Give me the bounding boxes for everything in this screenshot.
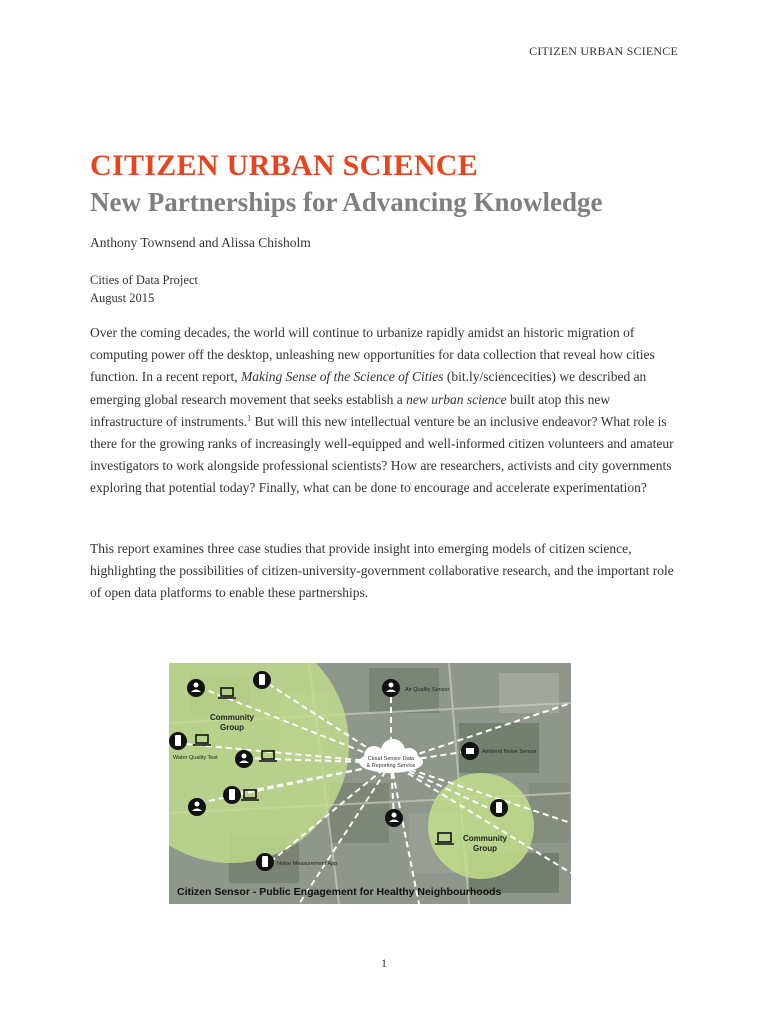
ambient-noise-label: Ambient Noise Sensor — [482, 749, 537, 755]
figure-caption: Citizen Sensor - Public Engagement for Healthy Neighbourhoods — [177, 886, 502, 898]
community-area-right — [428, 773, 534, 879]
paragraph-text: But will this new intellectual venture be an inclusive endeavor? What role is there for the growing ranks of increasingly well-equipped and well-informed citizen volunteers and amateur investigators to work alongside professional scientists? How are researchers, activists and city governments exploring that potential today? Finally, what can be done to encourage and accelerate experimentation? — [90, 413, 674, 496]
authors: Anthony Townsend and Alissa Chisholm — [90, 235, 311, 250]
report-title: Making Sense of the Science of Cities — [241, 369, 444, 385]
phone-icon — [490, 799, 508, 817]
figure-illustration — [169, 663, 571, 904]
water-quality-label: Water Quality Test — [173, 755, 218, 761]
intro-paragraph — [90, 322, 685, 500]
cloud-label-line1: Cloud Sensor Data — [367, 756, 415, 762]
document-subtitle: New Partnerships for Advancing Knowledge — [90, 187, 603, 217]
second-paragraph: This report examines three case studies that provide insight into emerging models of citizen science, highlighting the possibilities of citizen-university-government collaborative research, and the important role of open data platforms to enable these partnerships. — [90, 541, 674, 601]
community-group-left-line1: Community — [210, 713, 254, 722]
phone-icon — [169, 732, 187, 750]
person-icon — [382, 679, 400, 697]
paragraph-text: (bit.ly/sciencecities) we described an emerging global research movement that seeks establish a — [90, 369, 647, 407]
noise-sensor-icon — [461, 742, 479, 760]
air-quality-label: Air Quality Sensor — [405, 687, 450, 693]
cloud-label-line2: & Reporting Service — [366, 763, 416, 769]
paragraph-text: Over the coming decades, the world will continue to urbanize rapidly amidst an historic migration of computing power off the desktop, unleashing new opportunities for data collection that reveal how cities function. In a recent report, — [90, 325, 655, 385]
phone-icon — [223, 786, 241, 804]
project-info — [90, 271, 198, 307]
running-header: CITIZEN URBAN SCIENCE — [529, 44, 678, 58]
person-icon — [235, 750, 253, 768]
document-title: CITIZEN URBAN SCIENCE — [90, 149, 479, 182]
community-group-right-line1: Community — [463, 834, 507, 843]
community-group-right-line2: Group — [473, 844, 497, 853]
project-date: August 2015 — [90, 291, 155, 305]
footnote-marker[interactable]: 1 — [247, 413, 252, 423]
person-icon — [187, 679, 205, 697]
person-icon — [188, 798, 206, 816]
noise-app-label: Noise Measurement App — [277, 861, 338, 867]
project-name: Cities of Data Project — [90, 273, 198, 287]
person-icon — [385, 809, 403, 827]
phone-icon — [253, 671, 271, 689]
phone-icon — [256, 853, 274, 871]
community-group-left-line2: Group — [220, 723, 244, 732]
paragraph-text: built atop this new infrastructure of instruments. — [90, 391, 611, 429]
page-number: 1 — [381, 956, 387, 970]
italic-term: new urban science — [406, 391, 507, 407]
citizen-sensor-figure — [169, 663, 571, 904]
